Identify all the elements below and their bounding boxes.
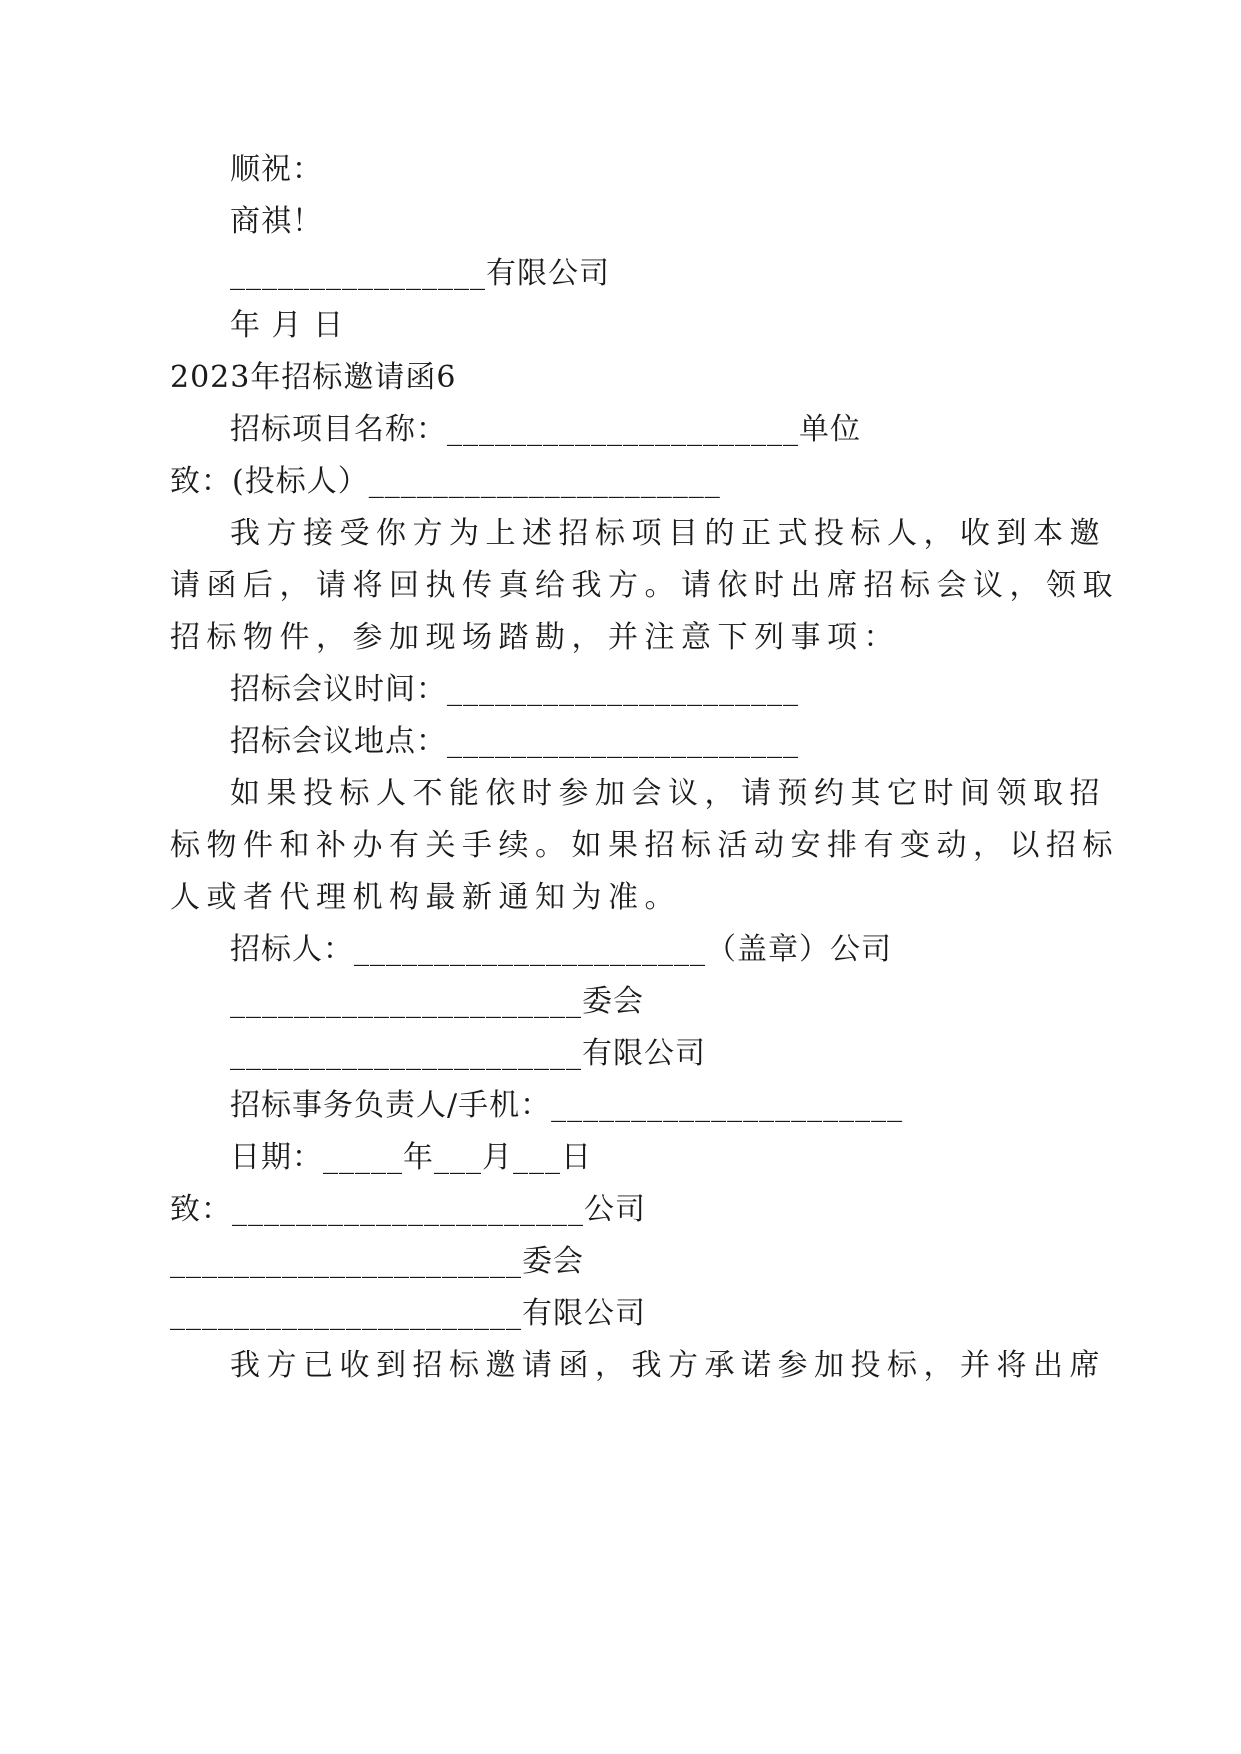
- reply-committee-field: ______________________委会: [170, 1244, 584, 1279]
- committee-field: ______________________委会: [230, 984, 644, 1019]
- reply-company-field: ______________________有限公司: [170, 1296, 646, 1331]
- recipient-field: 致：(投标人）______________________: [170, 464, 721, 499]
- contact-person-field: 招标事务负责人/手机：______________________: [230, 1088, 904, 1123]
- date-field: 日期：_____年___月___日: [230, 1140, 592, 1175]
- company-field: ______________________有限公司: [230, 1036, 706, 1071]
- reply-paragraph-line: 我方已收到招标邀请函，我方承诺参加投标，并将出席: [230, 1348, 1106, 1383]
- body-paragraph-line: 人或者代理机构最新通知为准。: [170, 880, 681, 915]
- company-signature-line: ________________有限公司: [230, 256, 610, 291]
- body-paragraph-line: 标物件和补办有关手续。如果招标活动安排有变动，以招标: [170, 828, 1119, 863]
- body-paragraph-line: 我方接受你方为上述招标项目的正式投标人，收到本邀: [230, 516, 1106, 551]
- closing-wish: 商祺！: [230, 204, 323, 239]
- meeting-location-field: 招标会议地点：______________________: [230, 724, 799, 759]
- body-paragraph-line: 如果投标人不能依时参加会议，请预约其它时间领取招: [230, 776, 1106, 811]
- closing-salutation: 顺祝：: [230, 152, 323, 187]
- body-paragraph-line: 招标物件，参加现场踏勘，并注意下列事项：: [170, 620, 900, 655]
- tenderer-field: 招标人：______________________（盖章）公司: [230, 932, 892, 967]
- body-paragraph-line: 请函后，请将回执传真给我方。请依时出席招标会议，领取: [170, 568, 1119, 603]
- date-line: 年 月 日: [230, 308, 345, 343]
- section-heading: 2023年招标邀请函6: [170, 360, 457, 395]
- project-name-field: 招标项目名称：______________________单位: [230, 412, 861, 447]
- reply-recipient-field: 致：______________________公司: [170, 1192, 646, 1227]
- meeting-time-field: 招标会议时间：______________________: [230, 672, 799, 707]
